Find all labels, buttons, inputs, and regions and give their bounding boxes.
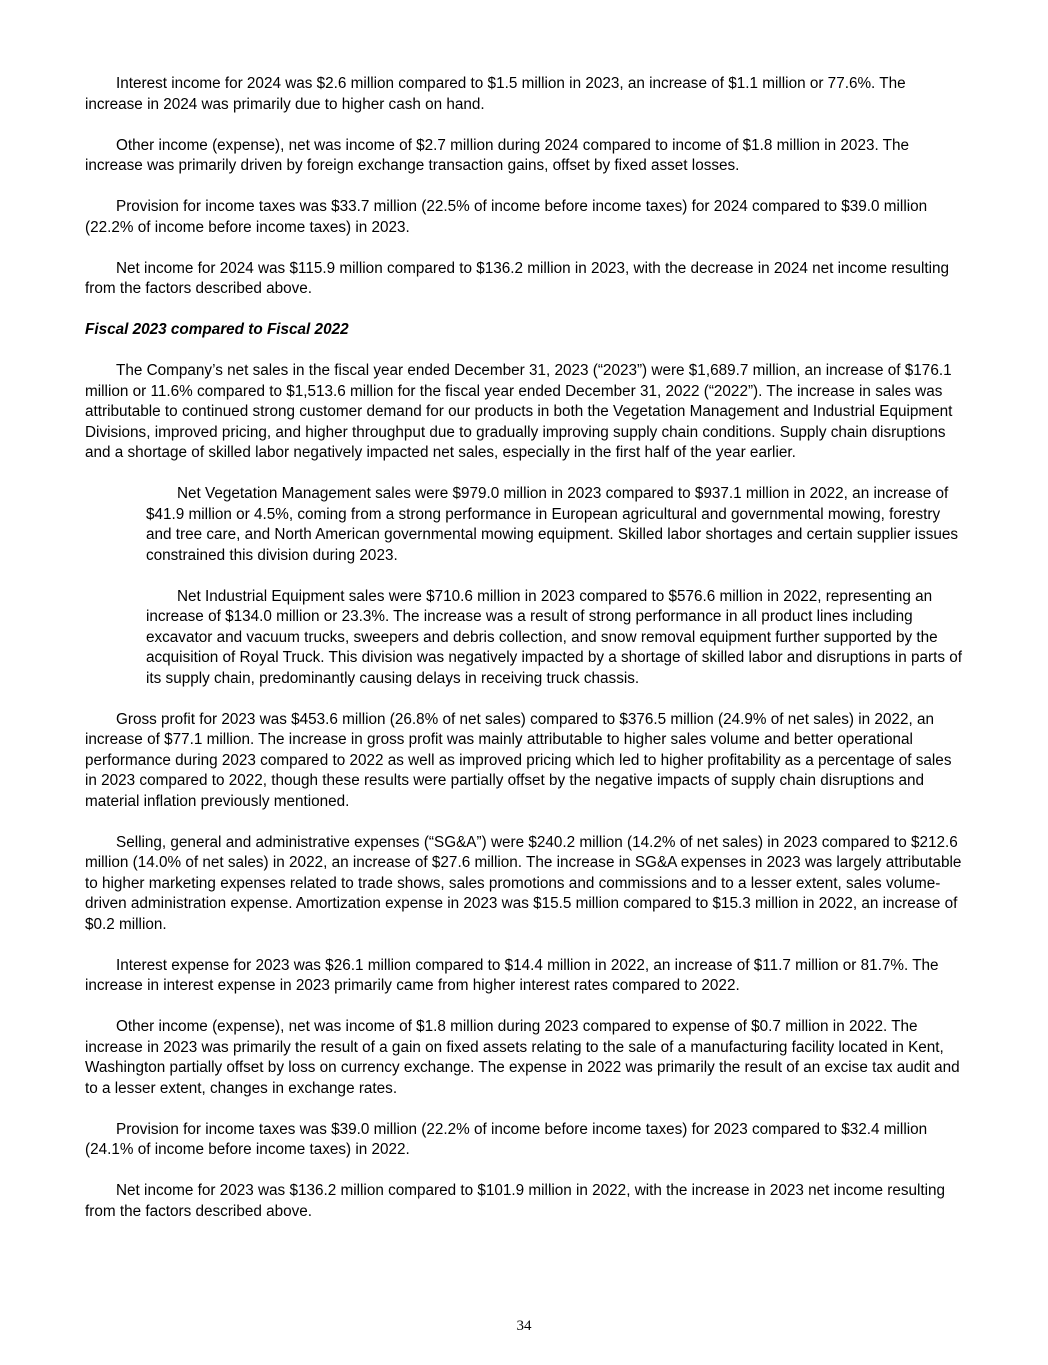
paragraph-interest-expense-2023: Interest expense for 2023 was $26.1 million compared to $14.4 million in 2022, an increase of $11.7 million or 81.7%. The increase in interest expense in 2023 primarily came from higher interest rates compared to 2022. [85,956,939,994]
paragraph-other-income-2023: Other income (expense), net was income of $1.8 million during 2023 compared to expense of $0.7 million in 2022. The increase in 2023 was primarily the result of a gain on fixed assets relating to the sale of a manufacturing facility located in Kent, Washington partially offset by loss on currency exchange. The expense in 2022 was primarily the result of an excise tax audit and to a lesser extent, changes in exchange rates. [85,1018,960,1097]
paragraph-vegetation-management: Net Vegetation Management sales were $979.0 million in 2023 compared to $937.1 million in 2022, an increase of $41.9 million or 4.5%, coming from a strong performance in European agricultural and governmental mowing, forestry and tree care, and North American governmental mowing equipment. Skilled labor shortages and certain supplier issues constrained this division during 2023. [146,485,959,564]
page-body [85,74,965,1222]
paragraph-gross-profit-2023: Gross profit for 2023 was $453.6 million (26.8% of net sales) compared to $376.5 million (24.9% of net sales) in 2022, an increase of $77.1 million. The increase in gross profit was mainly attributable to higher sales volume and better operational performance during 2023 compared to 2022 as well as improved pricing which led to higher profitability as a percentage of sales in 2023 compared to 2022, though these results were partially offset by the negative impacts of supply chain disruptions and material inflation previously mentioned. [85,710,952,810]
paragraph-income-taxes-2024: Provision for income taxes was $33.7 million (22.5% of income before income taxes) for 2024 compared to $39.0 million (22.2% of income before income taxes) in 2023. [85,198,928,236]
paragraph-income-taxes-2023: Provision for income taxes was $39.0 million (22.2% of income before income taxes) for 2023 compared to $32.4 million (24.1% of income before income taxes) in 2022. [85,1120,928,1158]
paragraph-sga-2023: Selling, general and administrative expenses (“SG&A”) were $240.2 million (14.2% of net sales) in 2023 compared to $212.6 million (14.0% of net sales) in 2022, an increase of $27.6 million. The increase in SG&A expenses in 2023 was largely attributable to higher marketing expenses related to trade shows, sales promotions and commissions and to a lesser extent, sales volume-driven administration expense. Amortization expense in 2023 was $15.5 million compared to $15.3 million in 2022, an increase of $0.2 million. [85,833,962,933]
page-number: 34 [516,1318,532,1334]
paragraph-net-sales-2023: The Company’s net sales in the fiscal year ended December 31, 2023 (“2023”) were $1,689.7 million, an increase of $176.1 million or 11.6% compared to $1,513.6 million for the fiscal year ended December 31, 2022 (“2022”). The increase in sales was attributable to continued strong customer demand for our products in both the Vegetation Management and Industrial Equipment Divisions, improved pricing, and higher throughput due to gradually improving supply chain conditions. Supply chain disruptions and a shortage of skilled labor negatively impacted net sales, especially in the first half of the year earlier. [85,362,953,461]
section-heading: Fiscal 2023 compared to Fiscal 2022 [85,321,349,338]
paragraph-net-income-2024: Net income for 2024 was $115.9 million compared to $136.2 million in 2023, with the decrease in 2024 net income resulting from the factors described above. [85,259,950,297]
paragraph-net-income-2023: Net income for 2023 was $136.2 million compared to $101.9 million in 2022, with the increase in 2023 net income resulting from the factors described above. [85,1182,946,1220]
paragraph-other-income-2024: Other income (expense), net was income of $2.7 million during 2024 compared to income of $1.8 million in 2023. The increase was primarily driven by foreign exchange transaction gains, offset by fixed asset losses. [85,136,910,174]
paragraph-industrial-equipment: Net Industrial Equipment sales were $710.6 million in 2023 compared to $576.6 million in 2022, representing an increase of $134.0 million or 23.3%. The increase was a result of strong performance in all product lines including excavator and vacuum trucks, sweepers and debris collection, and snow removal equipment further supported by the acquisition of Royal Truck. This division was negatively impacted by a shortage of skilled labor and disruptions in parts of its supply chain, predominantly causing delays in receiving truck chassis. [146,587,962,687]
paragraph-interest-income-2024: Interest income for 2024 was $2.6 million compared to $1.5 million in 2023, an increase of $1.1 million or 77.6%. The increase in 2024 was primarily due to higher cash on hand. [85,75,906,113]
